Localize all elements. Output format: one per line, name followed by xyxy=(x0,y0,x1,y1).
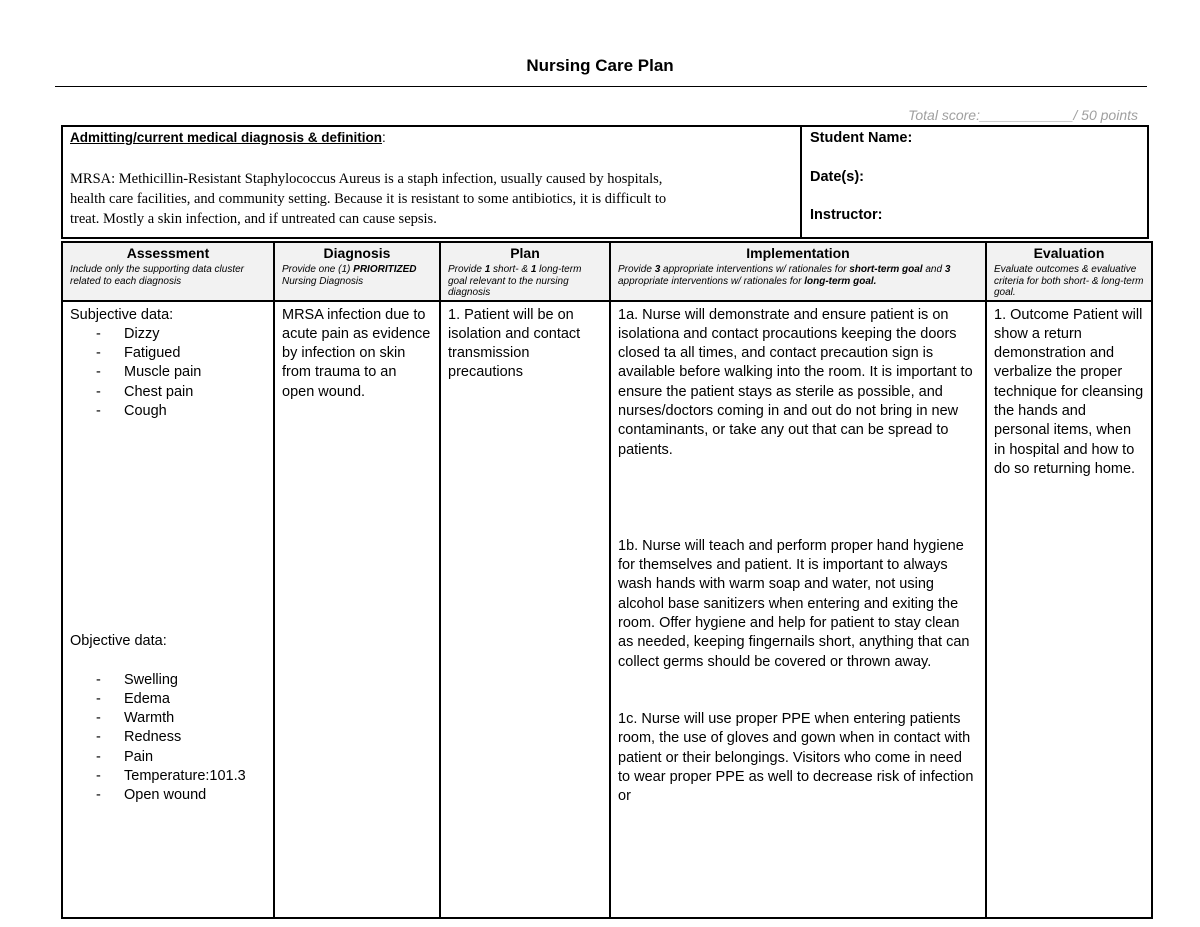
column-instruction: Include only the supporting data cluster related to each diagnosis xyxy=(70,264,244,287)
diagnosis-line: treat. Mostly a skin infection, and if untreated can cause sepsis. xyxy=(70,211,437,227)
list-item: - Chest pain xyxy=(90,383,266,402)
column-instruction: Provide one (1) PRIORITIZED Nursing Diagnosis xyxy=(282,264,417,287)
student-info-cell xyxy=(802,127,1147,237)
column-title: Assessment xyxy=(126,245,210,261)
column-header-diagnosis xyxy=(274,242,440,301)
list-item: - Fatigued xyxy=(90,344,266,363)
diagnosis-definition xyxy=(70,169,793,229)
list-item: - Pain xyxy=(90,748,266,767)
page-title: Nursing Care Plan xyxy=(526,56,674,75)
title-divider xyxy=(55,86,1147,87)
care-plan-table xyxy=(61,241,1153,919)
column-instruction: Provide 1 short- & 1 long-term goal relevant to the nursing diagnosis xyxy=(448,264,582,298)
diagnosis-label: Admitting/current medical diagnosis & definition xyxy=(70,130,383,145)
objective-label: Objective data: xyxy=(70,633,167,650)
subjective-label: Subjective data: xyxy=(70,306,174,323)
diagnosis-header-box xyxy=(61,125,1149,239)
column-header-plan xyxy=(440,242,610,301)
list-item: - Swelling xyxy=(90,671,266,690)
list-item: - Temperature:101.3 xyxy=(90,767,266,786)
column-header-implementation xyxy=(610,242,986,301)
column-title: Evaluation xyxy=(1033,245,1105,261)
list-item: - Dizzy xyxy=(90,325,266,344)
intervention-1a: 1a. Nurse will demonstrate and ensure patient is on isolationa and contact procautions keeping the doors closed ta all times, and contact precaution sign is available before walking into the room. It is important to ensure the patient stays as sterile as possible, and nurses/doctors coming in and out do not bring in new contaminants, or take any out that can be spread to patients. xyxy=(618,306,973,458)
column-title: Implementation xyxy=(746,245,850,261)
diagnosis-definition-cell xyxy=(63,127,802,237)
intervention-1c: 1c. Nurse will use proper PPE when entering patients room, the use of gloves and gown when in contact with patient or their belongings. Visitors who come in need to wear proper PPE as well to decrease risk of infection or xyxy=(618,710,974,805)
column-header-assessment xyxy=(62,242,274,301)
subjective-list xyxy=(70,325,266,421)
plan-cell[interactable]: 1. Patient will be on isolation and contact transmission precautions xyxy=(440,301,610,918)
student-name-field[interactable]: Student Name: xyxy=(810,130,913,146)
list-item: - Redness xyxy=(90,728,266,747)
list-item: - Open wound xyxy=(90,786,266,805)
diagnosis-line: MRSA: Methicillin-Resistant Staphylococcus Aureus is a staph infection, usually caused by hospitals, xyxy=(70,171,663,187)
column-header-evaluation xyxy=(986,242,1152,301)
column-title: Plan xyxy=(510,245,540,261)
list-item: - Muscle pain xyxy=(90,363,266,382)
intervention-1b: 1b. Nurse will teach and perform proper hand hygiene for themselves and patient. It is important to always wash hands with warm soap and water, not using alcohol base sanitizers when entering and exiting the room. Offer hygiene and help for patient to stay clean as needed, keeping fingernails short, anything that can collect germs should be covered or thrown away. xyxy=(618,537,970,670)
evaluation-cell[interactable]: 1. Outcome Patient will show a return demonstration and verbalize the proper technique for cleansing the hands and personal items, when in hospital and how to do so returning home. xyxy=(986,301,1152,918)
table-row xyxy=(62,301,1152,918)
column-instruction: Provide 3 appropriate interventions w/ rationales for short-term goal and 3 appropriate interventions w/ rationales for long-term goal. xyxy=(618,264,951,287)
list-item: - Cough xyxy=(90,402,266,421)
column-title: Diagnosis xyxy=(323,245,391,261)
column-instruction: Evaluate outcomes & evaluative criteria for both short- & long-term goal. xyxy=(994,264,1144,298)
list-item: - Warmth xyxy=(90,709,266,728)
dates-field[interactable]: Date(s): xyxy=(810,169,864,185)
instructor-field[interactable]: Instructor: xyxy=(810,207,883,223)
diagnosis-cell[interactable]: MRSA infection due to acute pain as evidence by infection on skin from trauma to an open wound. xyxy=(274,301,440,918)
diagnosis-label-colon: : xyxy=(382,130,386,145)
diagnosis-line: health care facilities, and community setting. Because it is resistant to some antibiotics, it is difficult to xyxy=(70,191,667,207)
objective-list xyxy=(70,671,266,806)
list-item: - Edema xyxy=(90,690,266,709)
assessment-cell[interactable] xyxy=(62,301,274,918)
implementation-cell[interactable] xyxy=(610,301,986,918)
total-score: Total score:____________/ 50 points xyxy=(908,107,1138,123)
table-header-row xyxy=(62,242,1152,301)
